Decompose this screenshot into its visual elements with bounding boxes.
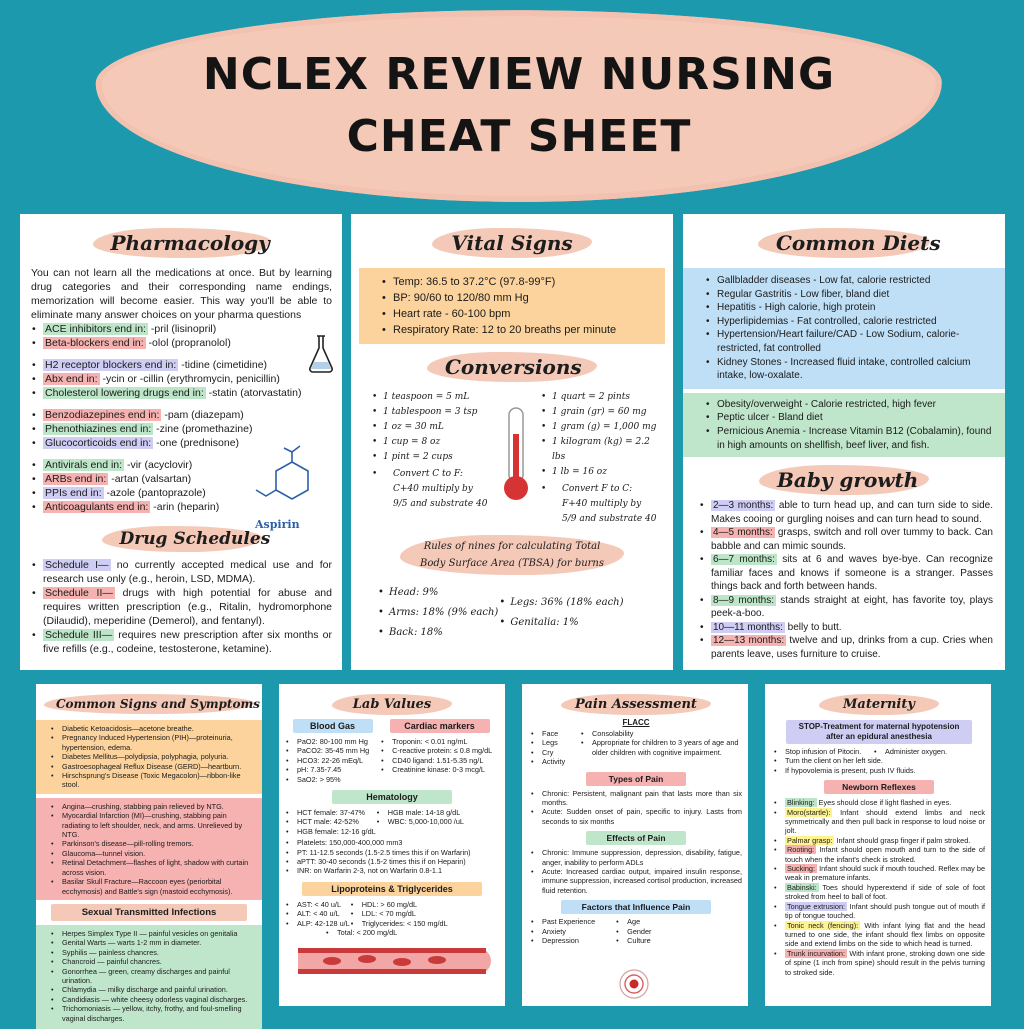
conversion-item: • 1 kilogram (kg) = 2.2 lbs — [540, 435, 665, 465]
reflex-item-label: Tonic neck (fencing): — [787, 920, 859, 930]
baby-growth-item — [699, 634, 993, 661]
drug-item-label: Glucocorticoids end in: — [45, 437, 152, 449]
vital-item: • Temp: 36.5 to 37.2°C (97.8-99°F) — [381, 274, 655, 290]
baby-growth-list — [683, 495, 1005, 661]
aspirin-molecule-icon — [234, 440, 330, 516]
baby-growth-item-text: grasps, switch and roll over tummy to back. Can babble and can mimic sounds. — [711, 527, 993, 552]
lab-item: • Platelets: 150,000-400,000 mm3 — [285, 838, 499, 847]
sti-list — [36, 925, 262, 1029]
schedule-item-label: Schedule III— — [45, 629, 113, 641]
pain-effect-item: • Chronic: Immune suppression, depression, disability, fatigue, anger, inability to perform ADLs — [530, 848, 742, 867]
sti-item: • Trichomoniasis — yellow, itchy, frothy, and foul-smelling vaginal discharges. — [50, 1004, 256, 1023]
conversion-item: • 1 grain (gr) = 60 mg — [540, 405, 665, 420]
reflex-item-text: Infant should push tongue out of mouth if tip of tongue touched. — [785, 901, 985, 921]
stop-item: • Stop infusion of Pitocin. — [773, 747, 873, 756]
baby-growth-item-text: belly to butt. — [784, 621, 842, 633]
stop-item: • Turn the client on her left side. — [773, 756, 985, 765]
drug-item-text: -vir (acyclovir) — [124, 459, 193, 471]
factor-item: • Gender — [615, 927, 651, 936]
vital-item: • Heart rate - 60-100 bpm — [381, 306, 655, 322]
lab-item: • HGB male: 14-18 g/dL — [376, 808, 464, 817]
flacc-heading: FLACC — [622, 718, 650, 727]
drug-list — [31, 322, 332, 350]
schedule-item-text: no currently accepted medical use and for research use only (e.g., heroin, LSD, MDMA). — [43, 559, 332, 585]
baby-growth-item — [699, 526, 993, 553]
schedule-list — [31, 558, 332, 656]
rule-item: • Head: 9% — [377, 583, 498, 603]
flask-icon — [306, 334, 336, 374]
rules-list — [498, 583, 623, 643]
total-cholesterol: • Total: < 200 mg/dL — [325, 928, 499, 937]
diet-item: • Gallbladder diseases - Low fat, calorie restricted — [705, 274, 995, 288]
drug-item-text: -tidine (cimetidine) — [178, 359, 268, 371]
diet-item: • Obesity/overweight - Calorie restricted, high fever — [705, 398, 995, 412]
diet-item: • Kidney Stones - Increased fluid intake, controlled calcium intake, low-oxalate. — [705, 356, 995, 383]
drug-item-text: -pam (diazepam) — [161, 409, 244, 421]
reflex-item — [773, 902, 985, 921]
conversion-list — [371, 390, 496, 465]
section-title: STOP-Treatment for maternal hypotension after an epidural anesthesia — [786, 720, 972, 744]
types-list — [530, 789, 742, 827]
schedule-item — [31, 586, 332, 628]
diet-item: • Hepatitis - High calorie, high protein — [705, 301, 995, 315]
reflex-item-label: Moro(startle): — [787, 807, 831, 817]
vital-item: • BP: 90/60 to 120/80 mm Hg — [381, 290, 655, 306]
sign-item: • Retinal Detachment—flashes of light, shadow with curtain across vision. — [50, 858, 256, 877]
schedule-item-label: Schedule I— — [45, 559, 109, 571]
lab-item: • PT: 11-12.5 seconds (1.5-2.5 times this if on Warfarin) — [285, 848, 499, 857]
reflex-list — [773, 798, 985, 977]
section-title: Newborn Reflexes — [824, 780, 934, 794]
drug-item-label: ACE inhibitors end in: — [45, 323, 146, 335]
reflex-item — [773, 864, 985, 883]
convert-f-to-c: • Convert F to C: F+40 multiply by 5/9 and substrate 40 — [540, 482, 658, 527]
reflex-item-label: Sucking: — [787, 864, 815, 874]
sti-item: • Candidiasis — white cheesy odorless vaginal discharges. — [50, 995, 256, 1004]
reflex-item — [773, 921, 985, 949]
pain-target-icon — [614, 968, 654, 1000]
factor-item: • Depression — [530, 936, 595, 945]
signs-list — [36, 798, 262, 900]
section-title: Effects of Pain — [586, 831, 686, 845]
drug-item — [31, 372, 332, 386]
pain-type-item: • Acute: Sudden onset of pain, specific to injury. Lasts from seconds to six months — [530, 807, 742, 826]
schedule-item — [31, 558, 332, 586]
diet-item: • Peptic ulcer - Bland diet — [705, 411, 995, 425]
reflex-item — [773, 845, 985, 864]
sign-item: • Angina—crushing, stabbing pain relieved by NTG. — [50, 802, 256, 811]
reflex-item — [773, 883, 985, 902]
pharmacology-card — [20, 214, 342, 670]
drug-item-label: Phenothiazines end in: — [45, 423, 152, 435]
baby-growth-item-text: twelve and up, drinks from a cup. Cries when parents leave, uses furniture to cruise. — [711, 635, 993, 660]
drug-item-text: -ycin or -cillin (erythromycin, penicillin) — [99, 373, 280, 385]
flacc-list — [530, 729, 580, 767]
schedule-item — [31, 628, 332, 656]
drug-item — [31, 386, 332, 400]
drug-item-text: -statin (atorvastatin) — [205, 387, 302, 399]
hematology-list — [285, 808, 376, 836]
drug-item-label: Beta-blockers end in: — [45, 337, 144, 349]
diet-item: • Hypertension/Heart failure/CAD - Low Sodium, calorie-restricted, fat controlled — [705, 328, 995, 355]
diet-item: • Hyperlipidemias - Fat controlled, calorie restricted — [705, 315, 995, 329]
flacc-list — [580, 729, 742, 767]
conversion-item: • 1 quart = 2 pints — [540, 390, 665, 405]
conversion-item: • 1 oz = 30 mL — [371, 420, 496, 435]
lab-item: • ALP: 42-128 u/L — [285, 919, 350, 928]
section-title: Factors that Influence Pain — [561, 900, 711, 914]
pharm-intro: You can not learn all the medications at once. But by learning drug categories and their corresponding name endings, memorization will become easier. This way you'll be able to eliminate many answer choices on your pharma questions — [31, 267, 332, 321]
factor-item: • Age — [615, 917, 651, 926]
drug-item-label: ARBs end in: — [45, 473, 107, 485]
section-title: Drug Schedules — [102, 526, 262, 552]
pain-assessment-card — [522, 684, 748, 1006]
diet-item: • Regular Gastritis - Low fiber, bland diet — [705, 288, 995, 302]
lipo-list — [285, 900, 350, 928]
factor-item: • Anxiety — [530, 927, 595, 936]
rule-item: • Legs: 36% (18% each) — [498, 593, 623, 613]
drug-item-text: -arin (heparin) — [150, 501, 220, 513]
lab-item: • HGB female: 12-16 g/dL — [285, 827, 376, 836]
lab-item: • ALT: < 40 u/L — [285, 909, 350, 918]
lab-item: • HCT male: 42-52% — [285, 817, 376, 826]
drug-item-label: PPIs end in: — [45, 487, 102, 499]
drug-item-label: Abx end in: — [45, 373, 98, 385]
card-title: Maternity — [819, 694, 939, 715]
lab-item: • PaCO2: 35-45 mm Hg — [285, 746, 380, 755]
section-title: Lipoproteins & Triglycerides — [302, 882, 482, 896]
reflex-item-label: Rooting: — [787, 845, 815, 855]
reflex-item — [773, 808, 985, 836]
banner-line-1: NCLEX REVIEW NURSING — [202, 49, 836, 100]
drug-item-text: -zine (promethazine) — [153, 423, 253, 435]
baby-growth-item-text: able to turn head up, and can turn side to side. Makes cooing or gurgling noises and can turn head to sound. — [711, 500, 993, 525]
reflex-item-text: Infant should open mouth and turn to the side of touch when the infant's check is stroked. — [785, 845, 985, 864]
card-title: Common Diets — [758, 228, 930, 258]
conversion-item: • 1 gram (g) = 1,000 mg — [540, 420, 665, 435]
baby-growth-item-label: 6—7 months: — [713, 554, 775, 566]
blood-vessel-icon — [292, 942, 492, 980]
reflex-item-label: Babinski: — [787, 882, 817, 892]
reflex-item-label: Tongue extrusion: — [787, 901, 846, 911]
maternity-card — [765, 684, 991, 1006]
lab-item: • WBC: 5,000-10,000 /uL — [376, 817, 464, 826]
drug-item-label: Cholesterol lowering drugs end in: — [45, 387, 204, 399]
baby-growth-item-text: stands straight at eight, has favorite toy, plays peek-a-boo. — [711, 594, 993, 620]
drug-list — [31, 358, 332, 400]
lab-item: • CD40 ligand: 1.51-5.35 ng/L — [380, 756, 499, 765]
conversion-item: • 1 pint = 2 cups — [371, 450, 496, 465]
reflex-item-text: With infant lying flat and the head turned to one side, the infant should flex limbs on opposite side and extend limbs on the side to which head is turned. — [785, 920, 986, 949]
lab-item: • HCT female: 37-47% — [285, 808, 376, 817]
lab-item: • AST: < 40 u/L — [285, 900, 350, 909]
flacc-item: • Face — [530, 729, 580, 738]
vital-signs-card — [351, 214, 673, 670]
sti-item: • Genital Warts — warts 1-2 mm in diameter. — [50, 938, 256, 947]
drug-item-text: -azole (pantoprazole) — [103, 487, 206, 499]
conversion-list — [540, 390, 665, 480]
flacc-item: • Activity — [530, 757, 580, 766]
effects-list — [530, 848, 742, 895]
baby-growth-item-label: 12—13 months: — [713, 635, 785, 647]
drug-item-text: -one (prednisone) — [153, 437, 240, 449]
reflex-item — [773, 798, 985, 807]
factor-item: • Culture — [615, 936, 651, 945]
hematology-list — [376, 808, 464, 836]
sign-item: • Myocardial Infarction (MI)—crushing, stabbing pain radiating to left shoulder, neck, and arms. Unrelieved by NTG. — [50, 811, 256, 839]
factor-item: • Past Experience — [530, 917, 595, 926]
blood-gas-list — [285, 737, 380, 784]
conversion-item: • 1 lb = 16 oz — [540, 465, 665, 480]
baby-growth-item — [699, 621, 993, 635]
lab-item: • aPTT: 30-40 seconds (1.5-2 times this if on Heparin) — [285, 857, 499, 866]
sign-item: • Hirschsprung's Disease (Toxic Megacolon)—ribbon-like stool. — [50, 771, 256, 790]
sign-item: • Basilar Skull Fracture—Raccoon eyes (periorbital ecchymosis) and Battle's sign (mastoid ecchymosis). — [50, 877, 256, 896]
section-title: Types of Pain — [586, 772, 686, 786]
conversion-item: • 1 tablespoon = 3 tsp — [371, 405, 496, 420]
reflex-item-text: Infant should grasp finger if palm stroked. — [834, 835, 971, 845]
section-title: Blood Gas — [293, 719, 373, 733]
lab-item: • C-reactive protein: ≤ 0.8 mg/dL — [380, 746, 499, 755]
thermometer-icon — [496, 404, 536, 504]
reflex-item-label: Blinking: — [787, 798, 815, 808]
factors-list — [595, 917, 651, 945]
drug-item-label: Antivirals end in: — [45, 459, 123, 471]
drug-item-label: H2 receptor blockers end in: — [45, 359, 177, 371]
section-title: Sexual Transmitted Infections — [51, 904, 247, 921]
section-title: Conversions — [427, 352, 597, 382]
flacc-item: • Consolability — [580, 729, 742, 738]
section-title: Cardiac markers — [390, 719, 490, 733]
reflex-item — [773, 949, 985, 977]
lipo-list — [350, 900, 448, 928]
drug-item-label: Anticoagulants end in: — [45, 501, 149, 513]
card-title: Vital Signs — [432, 228, 592, 258]
drug-item — [31, 408, 332, 422]
section-title: Baby growth — [759, 465, 929, 495]
lab-item: • Creatinine kinase: 0-3 mcg/L — [380, 765, 499, 774]
sign-item: • Pregnancy Induced Hypertension (PIH)—proteinuria, hypertension, edema. — [50, 733, 256, 752]
sti-item: • Gonorrhea — green, creamy discharges and painful urination. — [50, 967, 256, 986]
convert-c-to-f: • Convert C to F: C+40 multiply by 9/5 and substrate 40 — [371, 467, 489, 512]
card-title: Pain Assessment — [561, 694, 711, 715]
diet-item: • Pernicious Anemia - Increase Vitamin B12 (Cobalamin), found in high amounts on shellfish, beef liver, and fish. — [705, 425, 995, 452]
card-title: Lab Values — [332, 694, 452, 715]
lab-item: • INR: on Warfarin 2-3, not on Warfarin 0.8-1.1 — [285, 866, 499, 875]
conversion-item: • 1 teaspoon = 5 mL — [371, 390, 496, 405]
banner-title — [96, 44, 942, 168]
common-diets-card — [683, 214, 1005, 670]
baby-growth-item-label: 8—9 months: — [713, 594, 774, 606]
sign-item: • Glaucoma—tunnel vision. — [50, 849, 256, 858]
reflex-item-label: Trunk incurvation: — [787, 948, 846, 958]
reflex-item-text: Eyes should close if light flashed in eyes. — [816, 798, 952, 808]
stop-item: • If hypovolemia is present, push IV fluids. — [773, 766, 985, 775]
sign-item: • Gastroesophageal Reflux Disease (GERD)—heartburn. — [50, 762, 256, 771]
lab-item: • SaO2: > 95% — [285, 775, 380, 784]
reflex-item — [773, 836, 985, 845]
flacc-item: • Legs — [530, 738, 580, 747]
schedule-item-text: requires new prescription after six months or five refills (e.g., codeine, testosterone, ketamine). — [43, 629, 332, 655]
signs-list — [36, 720, 262, 794]
hematology-list — [285, 838, 499, 876]
signs-symptoms-card — [36, 684, 262, 1023]
banner-line-2: CHEAT SHEET — [346, 111, 692, 162]
reflex-item-text: Infant should extend limbs and neck symmetrically and then pull back in response to loud noise or jolt. — [785, 807, 985, 836]
reflex-item-text: With infant prone, stroking down one side of spine (1 inch from spine) should result in the pelvis turning to stroked side. — [785, 948, 985, 977]
lab-item: • PaO2: 80-100 mm Hg — [285, 737, 380, 746]
lab-item: • Troponin: < 0.01 ng/mL — [380, 737, 499, 746]
conversion-item: • 1 cup = 8 oz — [371, 435, 496, 450]
drug-item-label: Benzodiazepines end in: — [45, 409, 160, 421]
drug-item-text: -artan (valsartan) — [108, 473, 192, 485]
rule-item: • Arms: 18% (9% each) — [377, 603, 498, 623]
diet-list — [683, 268, 1005, 389]
reflex-item-text: Toes should hyperextend if side of sole of foot stroked from heel to ball of foot. — [785, 882, 985, 902]
drug-item — [31, 358, 332, 372]
reflex-item-text: Infant should suck if mouth touched. Reflex may be weak in premature infants. — [785, 864, 985, 883]
sign-item: • Parkinson's disease—pill-rolling tremors. — [50, 839, 256, 848]
cardiac-list — [380, 737, 499, 775]
rule-item: • Genitalia: 1% — [498, 613, 623, 633]
schedule-item-text: drugs with high potential for abuse and requires written prescription (e.g., Ritalin, hydromorphone (Dilaudid), meperidine (Demerol), and fentanyl). — [43, 587, 332, 627]
sti-item: • Herpes Simplex Type II — painful vesicles on genitalia — [50, 929, 256, 938]
baby-growth-item — [699, 499, 993, 526]
vital-item: • Respiratory Rate: 12 to 20 breaths per minute — [381, 322, 655, 338]
drug-item — [31, 336, 332, 350]
baby-growth-item-label: 2—3 months: — [713, 500, 774, 512]
reflex-item-label: Palmar grasp: — [787, 835, 833, 845]
section-title: Rules of nines for calculating Total Body Surface Area (TBSA) for burns — [400, 535, 624, 575]
baby-growth-item — [699, 594, 993, 621]
stop-list — [773, 756, 985, 775]
sti-item: • Chlamydia — milky discharge and painful urination. — [50, 985, 256, 994]
lab-item: • HDL: > 60 mg/dL — [350, 900, 448, 909]
drug-item — [31, 422, 332, 436]
factors-list — [530, 917, 595, 945]
pain-effect-item: • Acute: Increased cardiac output, impaired insulin response, immune suppression, increased cortisol production, increased fluid retention. — [530, 867, 742, 895]
vital-list — [359, 268, 665, 344]
lab-item: • pH: 7.35-7.45 — [285, 765, 380, 774]
baby-growth-item-text: sits at 6 and waves bye-bye. Can recognize familiar faces and knows if someone is a stranger. Passes things back and forth between hands. — [711, 554, 993, 593]
sti-item: • Chancroid — painful chancres. — [50, 957, 256, 966]
section-title: Hematology — [332, 790, 452, 804]
lab-item: • HCO3: 22-26 mEq/L — [285, 756, 380, 765]
baby-growth-item-label: 10—11 months: — [713, 621, 783, 633]
diet-list — [683, 393, 1005, 457]
card-title: Common Signs and Symptoms — [44, 694, 254, 714]
baby-growth-item-label: 4—5 months: — [713, 527, 773, 539]
baby-growth-item — [699, 553, 993, 594]
sti-item: • Syphilis — painless chancres. — [50, 948, 256, 957]
flacc-item: • Appropriate for children to 3 years of age and older children with cognitive impairment. — [580, 738, 742, 757]
stop-item: • Administer oxygen. — [873, 747, 947, 756]
sign-item: • Diabetes Mellitus—polydipsia, polyphagia, polyuria. — [50, 752, 256, 761]
rule-item: • Back: 18% — [377, 623, 498, 643]
drug-item-text: -pril (lisinopril) — [147, 323, 217, 335]
sign-item: • Diabetic Ketoacidosis—acetone breathe. — [50, 724, 256, 733]
drug-item-text: -olol (propranolol) — [145, 337, 231, 349]
pain-type-item: • Chronic: Persistent, malignant pain that lasts more than six months. — [530, 789, 742, 808]
flacc-item: • Cry — [530, 748, 580, 757]
schedule-item-label: Schedule II— — [45, 587, 113, 599]
lab-item: • LDL: < 70 mg/dL — [350, 909, 448, 918]
drug-item — [31, 322, 332, 336]
aspirin-label: Aspirin — [255, 518, 300, 531]
lab-values-card — [279, 684, 505, 1006]
card-title: Pharmacology — [93, 228, 271, 258]
lab-item: • Triglycerides: < 150 mg/dL — [350, 919, 448, 928]
rules-list — [377, 583, 498, 643]
